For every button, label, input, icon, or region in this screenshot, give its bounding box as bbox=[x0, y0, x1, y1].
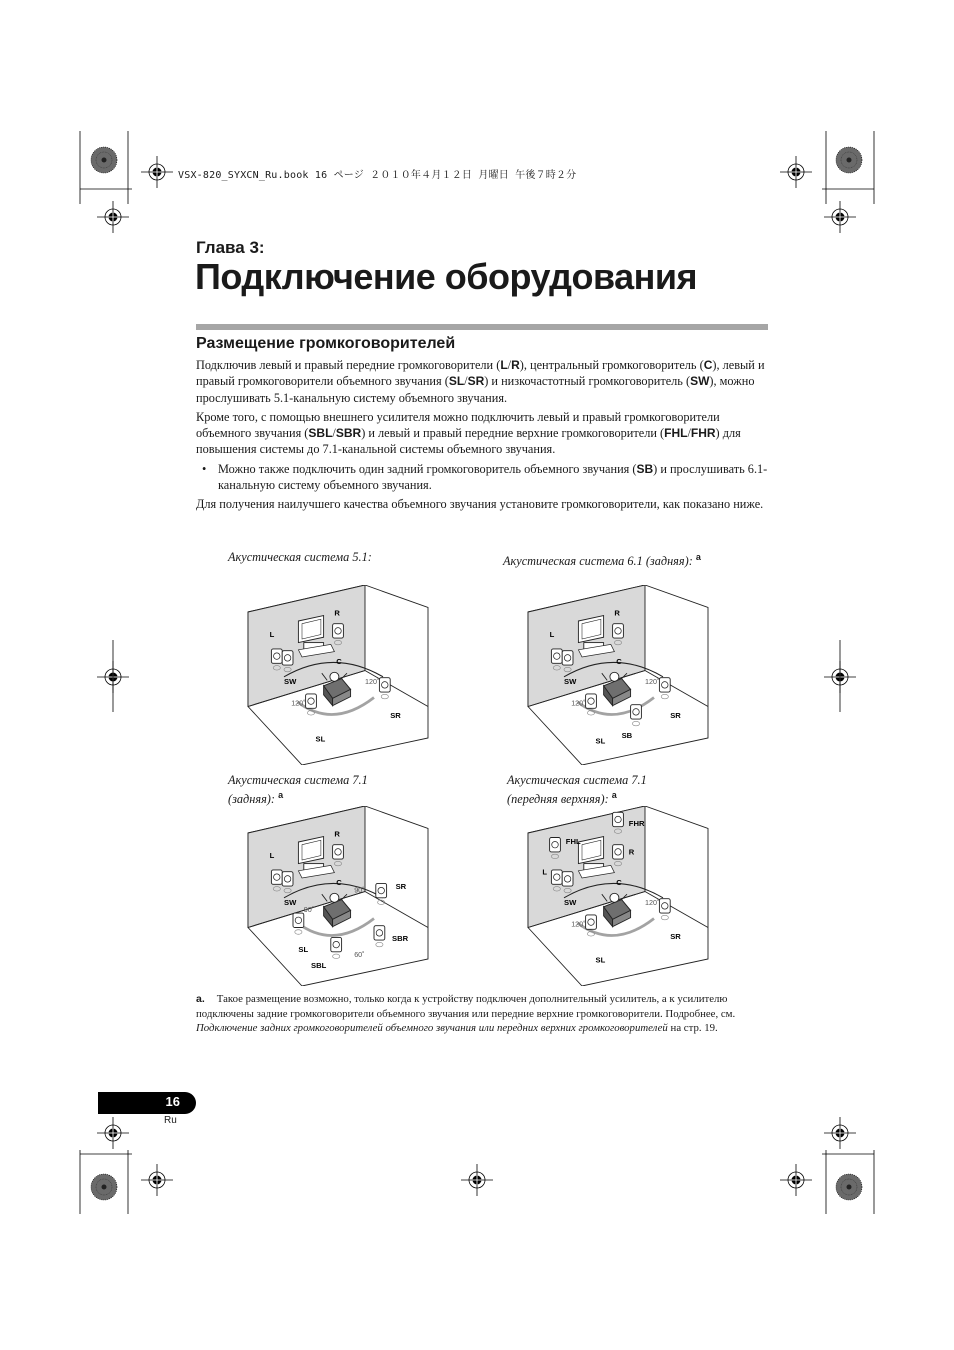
label-C: C bbox=[336, 878, 342, 888]
code-SBL: SBL bbox=[308, 426, 333, 441]
code-FHL: FHL bbox=[664, 426, 688, 441]
code-SL: SL bbox=[448, 374, 465, 389]
text: / bbox=[332, 426, 336, 441]
label-SW: SW bbox=[284, 898, 297, 907]
code-SR: SR bbox=[467, 374, 485, 389]
footnote-text: Такое размещение возможно, только когда к устройству подключен дополнительный усилитель, а к усилителю подключены задние громкоговорители объемного звучания или передние верхние громкоговорители. Подробнее, см. bbox=[196, 993, 736, 1020]
text: ), центральный громкоговоритель ( bbox=[519, 358, 704, 372]
text: Кроме того, с помощью внешнего усилителя можно подключить левый и правый громкоговорители объемного звучания ( bbox=[196, 409, 720, 441]
angle-left: 120˚ bbox=[571, 919, 586, 929]
bullet-item bbox=[196, 461, 768, 494]
diagram-caption-7-1-back bbox=[228, 773, 368, 807]
print-header: VSX-820_SYXCN_Ru.book 16 ページ ２０１０年４月１２日 月曜日 午後７時２分 bbox=[178, 170, 577, 181]
chapter-label: Глава 3: bbox=[196, 238, 265, 257]
text: / bbox=[464, 374, 468, 389]
paragraph-1 bbox=[196, 357, 768, 406]
angle-right: 120˚ bbox=[365, 677, 380, 686]
angle-left: 90˚ bbox=[303, 905, 315, 915]
label-R: R bbox=[628, 847, 635, 857]
text: / bbox=[507, 358, 512, 372]
text: ) и левый и правый передние верхние громкоговорители ( bbox=[361, 426, 665, 441]
language-code: Ru bbox=[164, 1115, 177, 1126]
label-SR: SR bbox=[670, 711, 681, 721]
speaker-diagram-7-1-back bbox=[228, 806, 448, 986]
label-L: L bbox=[542, 867, 548, 877]
angle-right: 120˚ bbox=[645, 898, 660, 907]
label-SL: SL bbox=[298, 944, 309, 954]
code-SW: SW bbox=[690, 374, 710, 389]
caption-text: (передняя верхняя): bbox=[507, 792, 609, 807]
code-SB: SB bbox=[636, 461, 654, 476]
footnote-ref: a bbox=[695, 552, 701, 562]
label-L: L bbox=[269, 851, 275, 861]
label-SW: SW bbox=[284, 677, 297, 686]
text: ) и низкочастотный громкоговоритель ( bbox=[484, 374, 691, 389]
text: Подключив левый и правый передние громкоговорители ( bbox=[196, 358, 501, 372]
caption-text: Акустическая система 7.1 bbox=[228, 773, 368, 787]
code-SBR: SBR bbox=[335, 426, 362, 441]
label-L: L bbox=[549, 630, 555, 640]
label-C: C bbox=[616, 657, 622, 667]
footnote-ref: a bbox=[611, 790, 617, 800]
angle-left: 120˚ bbox=[291, 698, 306, 708]
angle-right: 120˚ bbox=[645, 677, 660, 686]
code-FHR: FHR bbox=[690, 426, 716, 441]
label-R: R bbox=[334, 608, 340, 618]
label-SR: SR bbox=[390, 711, 401, 721]
section-title: Размещение громкоговорителей bbox=[196, 335, 456, 352]
angle-back: 60˚ bbox=[354, 950, 365, 960]
code-L: L bbox=[500, 358, 508, 372]
caption-text: (задняя): bbox=[228, 792, 275, 807]
speaker-diagram-7-1-front-high bbox=[508, 806, 728, 986]
caption-text: Акустическая система 7.1 bbox=[507, 773, 647, 787]
label-L: L bbox=[269, 630, 275, 640]
caption-text: Акустическая система 5.1: bbox=[228, 550, 372, 564]
label-SL: SL bbox=[595, 955, 606, 965]
code-R: R bbox=[511, 358, 520, 372]
label-SL: SL bbox=[595, 736, 606, 746]
speaker-diagram-5-1 bbox=[228, 585, 448, 765]
footnote-tail: на стр. 19. bbox=[667, 1022, 718, 1034]
angle-right: 90˚ bbox=[354, 885, 365, 895]
text: ) для повышения системы до 7.1-канальной системы объемного звучания. bbox=[196, 426, 741, 457]
diagram-caption-5-1 bbox=[228, 550, 372, 565]
paragraph-3: Для получения наилучшего качества объемного звучания установите громкоговорители, как показано ниже. bbox=[196, 497, 764, 512]
text: ) и прослушивать 6.1-канальную систему объемного звучания. bbox=[218, 461, 768, 493]
footnote-label: a. bbox=[196, 993, 205, 1005]
label-SR: SR bbox=[670, 932, 681, 942]
label-R: R bbox=[334, 829, 340, 839]
page-number: 16 bbox=[165, 1094, 180, 1109]
page-title: Подключение оборудования bbox=[195, 256, 698, 297]
label-SB: SB bbox=[621, 731, 633, 740]
label-SR: SR bbox=[395, 881, 407, 891]
bullet-mark: • bbox=[202, 461, 207, 476]
label-SL: SL bbox=[315, 734, 326, 744]
diagram-caption-7-1-front-high bbox=[507, 773, 647, 807]
text: ), можно прослушивать 5.1-канальную систему объемного звучания. bbox=[196, 374, 755, 405]
paragraph-2 bbox=[196, 409, 768, 458]
diagram-caption-6-1 bbox=[503, 550, 701, 569]
text: ), левый и правый громкоговорители объемного звучания ( bbox=[196, 358, 765, 389]
cross-reference-link[interactable]: Подключение задних громкоговорителей объемного звучания или передних верхних громкоговорителей bbox=[196, 1022, 668, 1034]
body-text bbox=[196, 357, 768, 516]
label-FHL: FHL bbox=[565, 836, 581, 846]
text: / bbox=[687, 426, 691, 441]
caption-text: Акустическая система 6.1 (задняя): bbox=[503, 554, 693, 569]
label-C: C bbox=[336, 657, 342, 667]
label-SW: SW bbox=[564, 898, 577, 907]
code-C: C bbox=[703, 358, 713, 372]
label-FHR: FHR bbox=[628, 818, 645, 828]
label-SBL: SBL bbox=[311, 961, 327, 970]
footnote bbox=[196, 992, 768, 1036]
footnote-ref: a bbox=[278, 790, 284, 800]
label-R: R bbox=[614, 608, 620, 618]
label-C: C bbox=[616, 878, 622, 888]
label-SBR: SBR bbox=[392, 934, 409, 943]
speaker-diagram-6-1 bbox=[508, 585, 728, 765]
label-SW: SW bbox=[564, 677, 577, 686]
text: Можно также подключить один задний громкоговоритель объемного звучания ( bbox=[218, 461, 637, 476]
section-divider bbox=[196, 324, 768, 330]
angle-left: 120˚ bbox=[571, 698, 586, 708]
